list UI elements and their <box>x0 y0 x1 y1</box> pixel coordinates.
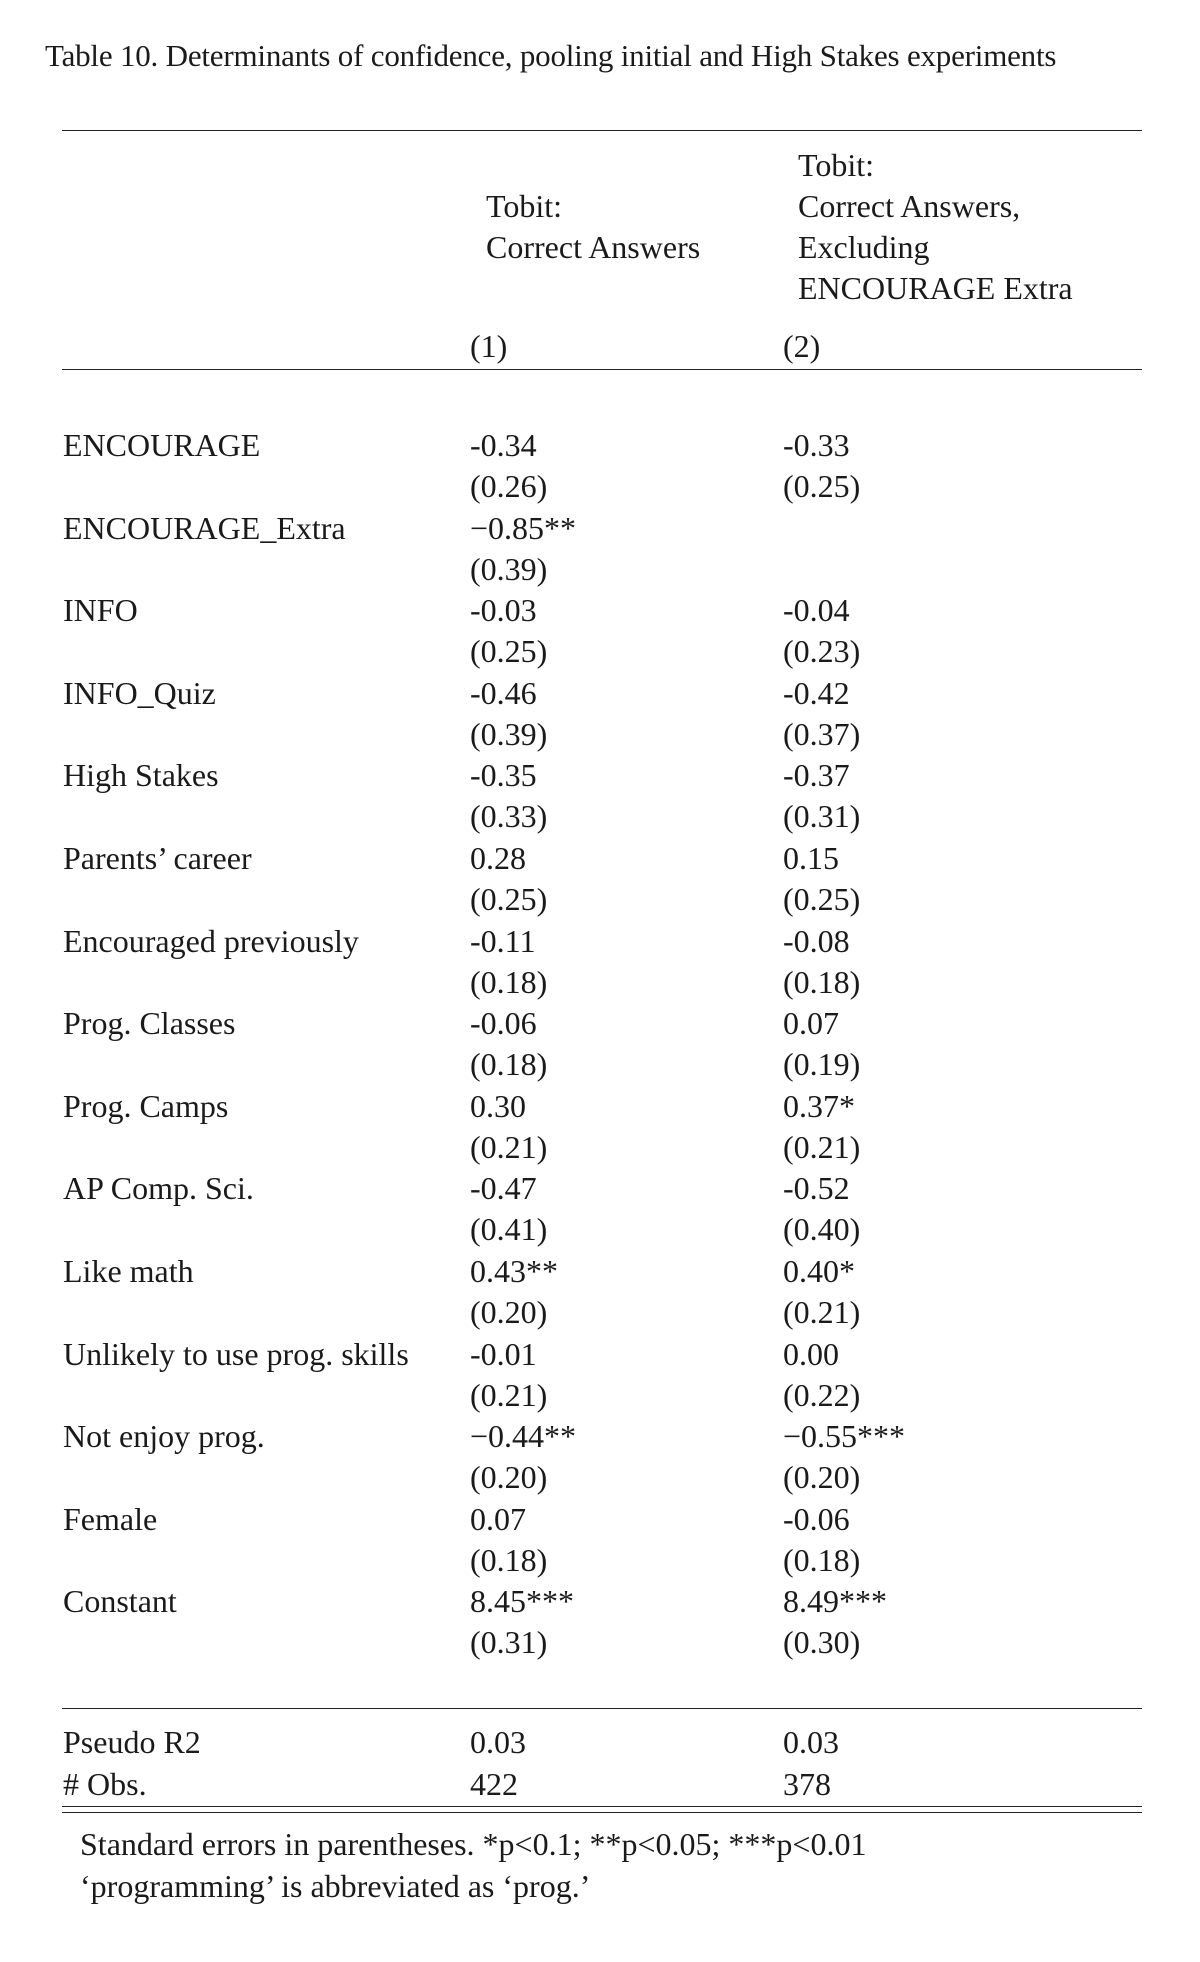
row-label: Prog. Camps <box>63 1087 229 1124</box>
se-col1: (0.31) <box>470 1624 548 1661</box>
coef-col2: -0.52 <box>783 1170 850 1207</box>
header-rule <box>62 369 1142 370</box>
table-caption: Table 10. Determinants of confidence, pooling initial and High Stakes experiments <box>45 38 1057 73</box>
se-col2: (0.22) <box>783 1376 861 1413</box>
se-col2: (0.31) <box>783 798 861 835</box>
stat-col1: 422 <box>470 1766 518 1802</box>
se-col1: (0.33) <box>470 798 548 835</box>
se-col1: (0.18) <box>470 1541 548 1578</box>
row-label: Constant <box>63 1583 177 1620</box>
coef-col1: -0.46 <box>470 674 537 711</box>
coef-col2: -0.06 <box>783 1500 850 1537</box>
row-label: ENCOURAGE_Extra <box>63 509 346 546</box>
se-col2: (0.23) <box>783 633 861 670</box>
coef-col1: 0.30 <box>470 1087 526 1124</box>
top-rule <box>62 130 1142 131</box>
stat-label: Pseudo R2 <box>63 1724 201 1760</box>
row-label: INFO <box>63 592 138 629</box>
coef-col1: -0.03 <box>470 592 537 629</box>
col2-number: (2) <box>783 328 821 364</box>
se-col1: (0.20) <box>470 1459 548 1496</box>
stat-col1: 0.03 <box>470 1724 526 1760</box>
coef-col1: 0.43** <box>470 1253 558 1289</box>
se-col1: (0.39) <box>470 715 548 752</box>
coef-col1: 0.07 <box>470 1500 526 1537</box>
se-col1: (0.25) <box>470 881 548 917</box>
coef-col2: 8.49*** <box>783 1583 887 1620</box>
coef-col2: -0.33 <box>783 427 850 463</box>
se-col2: (0.21) <box>783 1128 861 1165</box>
coef-col2: −0.55*** <box>783 1418 906 1455</box>
row-label: INFO_Quiz <box>63 674 216 711</box>
row-label: AP Comp. Sci. <box>63 1170 254 1207</box>
col1-header <box>486 186 700 268</box>
se-col2: (0.25) <box>783 881 861 917</box>
coef-col1: -0.47 <box>470 1170 537 1207</box>
bottom-rule-2 <box>62 1812 1142 1813</box>
stat-col2: 0.03 <box>783 1724 839 1760</box>
se-col1: (0.26) <box>470 468 548 504</box>
coef-col1: -0.34 <box>470 427 537 463</box>
stat-label: # Obs. <box>63 1766 147 1802</box>
note-abbreviation: ‘programming’ is abbreviated as ‘prog.’ <box>80 1868 591 1904</box>
stats-rule <box>62 1708 1142 1709</box>
bottom-rule-1 <box>62 1806 1142 1807</box>
coef-col1: 8.45*** <box>470 1583 574 1620</box>
coef-col2: 0.00 <box>783 1335 839 1372</box>
se-col2: (0.30) <box>783 1624 861 1661</box>
coef-col2: 0.07 <box>783 1005 839 1042</box>
coef-col1: 0.28 <box>470 840 526 876</box>
col1-header-line: Tobit: <box>486 188 562 224</box>
coef-col1: -0.35 <box>470 757 537 794</box>
se-col1: (0.41) <box>470 1211 548 1248</box>
se-col1: (0.20) <box>470 1294 548 1330</box>
coef-col2: 0.37* <box>783 1087 855 1124</box>
col2-header-line: Tobit: <box>798 147 874 183</box>
se-col2: (0.21) <box>783 1294 861 1330</box>
row-label: Encouraged previously <box>63 922 359 959</box>
se-col2: (0.19) <box>783 1046 861 1083</box>
row-label: Female <box>63 1500 158 1537</box>
se-col2: (0.37) <box>783 715 861 752</box>
row-label: High Stakes <box>63 757 219 794</box>
se-col1: (0.21) <box>470 1376 548 1413</box>
col2-header <box>798 145 1073 309</box>
col2-header-line: ENCOURAGE Extra <box>798 270 1073 306</box>
row-label: Parents’ career <box>63 840 252 876</box>
coef-col1: -0.11 <box>470 922 536 959</box>
coef-col2: 0.15 <box>783 840 839 876</box>
se-col2: (0.18) <box>783 963 861 1000</box>
se-col2: (0.18) <box>783 1541 861 1578</box>
col2-header-line: Excluding <box>798 229 930 265</box>
col1-number: (1) <box>470 328 508 364</box>
row-label: Prog. Classes <box>63 1005 236 1042</box>
coef-col2: -0.42 <box>783 674 850 711</box>
se-col2: (0.20) <box>783 1459 861 1496</box>
coef-col2: 0.40* <box>783 1253 855 1289</box>
col2-header-line: Correct Answers, <box>798 188 1021 224</box>
coef-col2: -0.08 <box>783 922 850 959</box>
note-significance: Standard errors in parentheses. *p<0.1; **p<0.05; ***p<0.01 <box>80 1826 867 1862</box>
se-col2: (0.25) <box>783 468 861 504</box>
col1-header-line: Correct Answers <box>486 229 701 265</box>
se-col2: (0.40) <box>783 1211 861 1248</box>
row-label: ENCOURAGE <box>63 427 261 463</box>
se-col1: (0.25) <box>470 633 548 670</box>
coef-col2: -0.37 <box>783 757 850 794</box>
se-col1: (0.18) <box>470 963 548 1000</box>
coef-col1: −0.85** <box>470 509 577 546</box>
coef-col2: -0.04 <box>783 592 850 629</box>
se-col1: (0.39) <box>470 550 548 587</box>
row-label: Not enjoy prog. <box>63 1418 265 1455</box>
row-label: Unlikely to use prog. skills <box>63 1335 409 1372</box>
stat-col2: 378 <box>783 1766 831 1802</box>
coef-col1: -0.06 <box>470 1005 537 1042</box>
se-col1: (0.21) <box>470 1128 548 1165</box>
row-label: Like math <box>63 1253 194 1289</box>
se-col1: (0.18) <box>470 1046 548 1083</box>
coef-col1: −0.44** <box>470 1418 577 1455</box>
coef-col1: -0.01 <box>470 1335 537 1372</box>
